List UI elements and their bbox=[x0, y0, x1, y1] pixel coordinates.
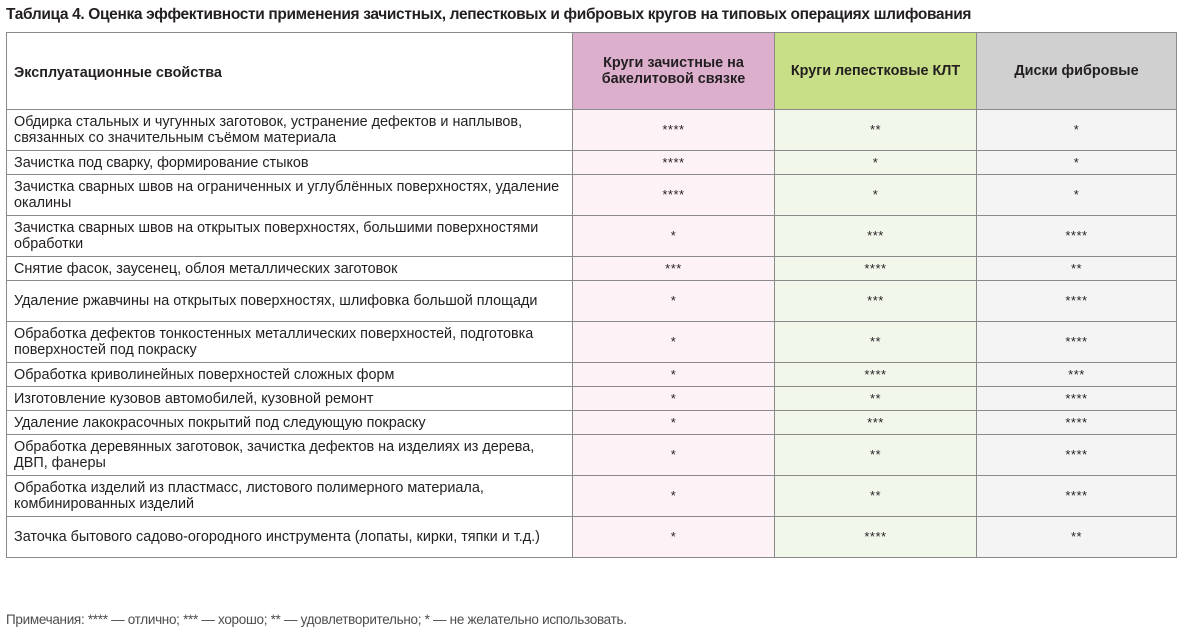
table-row bbox=[7, 257, 1177, 281]
rating-fibre: ** bbox=[977, 517, 1177, 558]
rating-klt: ** bbox=[775, 476, 977, 517]
rating-bakelite: **** bbox=[573, 175, 775, 216]
table-row bbox=[7, 281, 1177, 322]
rating-fibre: *** bbox=[977, 363, 1177, 387]
header-fibre: Диски фибровые bbox=[977, 33, 1177, 110]
row-property: Удаление лакокрасочных покрытий под следующую покраску bbox=[7, 411, 573, 435]
row-property: Обработка криволинейных поверхностей сложных форм bbox=[7, 363, 573, 387]
rating-fibre: **** bbox=[977, 322, 1177, 363]
table-row bbox=[7, 411, 1177, 435]
table-row bbox=[7, 387, 1177, 411]
rating-klt: ** bbox=[775, 322, 977, 363]
row-property: Зачистка сварных швов на открытых поверхностях, большими поверхностями обработки bbox=[7, 216, 573, 257]
row-property: Изготовление кузовов автомобилей, кузовной ремонт bbox=[7, 387, 573, 411]
rating-fibre: * bbox=[977, 175, 1177, 216]
rating-bakelite: * bbox=[573, 281, 775, 322]
rating-bakelite: *** bbox=[573, 257, 775, 281]
rating-klt: **** bbox=[775, 517, 977, 558]
table-row bbox=[7, 322, 1177, 363]
table-row bbox=[7, 435, 1177, 476]
table-caption: Таблица 4. Оценка эффективности применения зачистных, лепестковых и фибровых кругов на типовых операциях шлифования bbox=[6, 6, 972, 23]
row-property: Обработка изделий из пластмасс, листового полимерного материала, комбинированных изделий bbox=[7, 476, 573, 517]
table-row bbox=[7, 476, 1177, 517]
efficiency-table bbox=[6, 32, 1177, 558]
row-property: Зачистка сварных швов на ограниченных и углублённых поверхностях, удаление окалины bbox=[7, 175, 573, 216]
table-body bbox=[7, 110, 1177, 558]
rating-klt: **** bbox=[775, 257, 977, 281]
rating-fibre: **** bbox=[977, 435, 1177, 476]
row-property: Обработка деревянных заготовок, зачистка дефектов на изделиях из дерева, ДВП, фанеры bbox=[7, 435, 573, 476]
rating-klt: *** bbox=[775, 411, 977, 435]
rating-klt: * bbox=[775, 151, 977, 175]
table-row bbox=[7, 363, 1177, 387]
rating-klt: *** bbox=[775, 281, 977, 322]
header-property: Эксплуатационные свойства bbox=[7, 33, 573, 110]
table-notes: Примечания: **** — отлично; *** — хорошо; ** — удовлетворительно; * — не желательно использовать. bbox=[6, 612, 627, 627]
rating-fibre: **** bbox=[977, 411, 1177, 435]
rating-fibre: **** bbox=[977, 216, 1177, 257]
rating-klt: * bbox=[775, 175, 977, 216]
table-row bbox=[7, 175, 1177, 216]
rating-klt: **** bbox=[775, 363, 977, 387]
row-property: Обработка дефектов тонкостенных металлических поверхностей, подготовка поверхностей под покраску bbox=[7, 322, 573, 363]
rating-bakelite: * bbox=[573, 517, 775, 558]
rating-fibre: * bbox=[977, 110, 1177, 151]
rating-bakelite: * bbox=[573, 322, 775, 363]
row-property: Обдирка стальных и чугунных заготовок, устранение дефектов и наплывов, связанных со значительным съёмом материала bbox=[7, 110, 573, 151]
rating-bakelite: **** bbox=[573, 110, 775, 151]
row-property: Снятие фасок, заусенец, облоя металлических заготовок bbox=[7, 257, 573, 281]
row-property: Зачистка под сварку, формирование стыков bbox=[7, 151, 573, 175]
rating-fibre: **** bbox=[977, 476, 1177, 517]
rating-klt: ** bbox=[775, 110, 977, 151]
row-property: Удаление ржавчины на открытых поверхностях, шлифовка большой площади bbox=[7, 281, 573, 322]
rating-bakelite: * bbox=[573, 476, 775, 517]
rating-fibre: **** bbox=[977, 387, 1177, 411]
table-row bbox=[7, 216, 1177, 257]
rating-bakelite: * bbox=[573, 363, 775, 387]
rating-klt: ** bbox=[775, 435, 977, 476]
header-klt: Круги лепестковые КЛТ bbox=[775, 33, 977, 110]
table-row bbox=[7, 151, 1177, 175]
rating-klt: ** bbox=[775, 387, 977, 411]
rating-bakelite: * bbox=[573, 411, 775, 435]
rating-bakelite: **** bbox=[573, 151, 775, 175]
rating-klt: *** bbox=[775, 216, 977, 257]
rating-bakelite: * bbox=[573, 387, 775, 411]
table-header-row bbox=[7, 33, 1177, 110]
rating-fibre: **** bbox=[977, 281, 1177, 322]
rating-bakelite: * bbox=[573, 435, 775, 476]
rating-bakelite: * bbox=[573, 216, 775, 257]
rating-fibre: ** bbox=[977, 257, 1177, 281]
row-property: Заточка бытового садово-огородного инструмента (лопаты, кирки, тяпки и т.д.) bbox=[7, 517, 573, 558]
rating-fibre: * bbox=[977, 151, 1177, 175]
header-bakelite: Круги зачистные на бакелитовой связке bbox=[573, 33, 775, 110]
table-row bbox=[7, 517, 1177, 558]
table-row bbox=[7, 110, 1177, 151]
